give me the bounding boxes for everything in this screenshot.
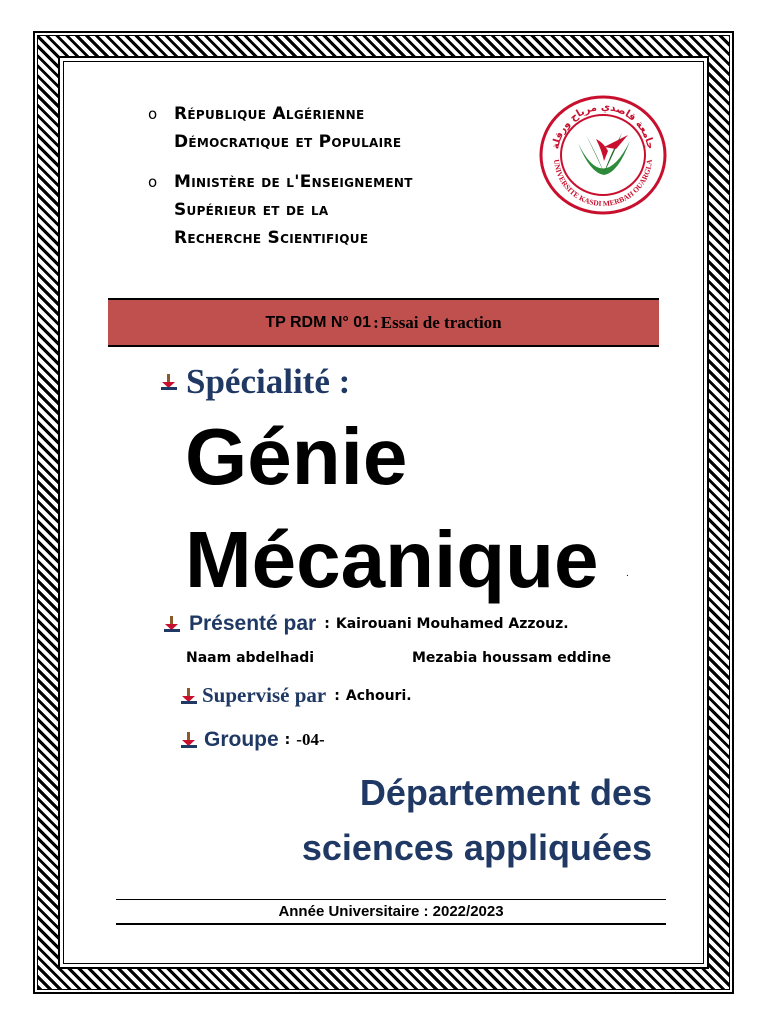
speciality-title-line-1: Génie <box>185 412 408 501</box>
logo-latin-text: UNIVERSITE KASDI MERBAH OUARGLA <box>552 158 654 209</box>
group-value: -04- <box>296 730 325 749</box>
header-item-republic <box>148 100 528 156</box>
tp-number: TP RDM N° 01 <box>265 313 372 331</box>
speciality-heading <box>160 362 350 402</box>
presented-by-row <box>163 612 569 636</box>
bullet-circle-icon: o <box>148 173 158 191</box>
bullet-circle-icon: o <box>148 105 158 123</box>
speciality-label: Spécialité : <box>186 362 351 401</box>
arrow-bullet-icon <box>180 687 198 705</box>
republic-line-2: Démocratique et Populaire <box>174 132 402 152</box>
arrow-bullet-icon <box>160 373 178 391</box>
speciality-title-line-2: Mécanique <box>185 515 599 604</box>
group-label: Groupe <box>204 728 279 751</box>
student-name-3: Mezabia houssam eddine <box>412 650 612 666</box>
supervised-by-label: Supervisé par <box>202 683 327 707</box>
department-line-2: sciences appliquées <box>301 827 652 868</box>
logo-arabic-text: جامعة قاصدي مرباح ورقلة <box>550 101 656 151</box>
supervised-by-row <box>180 683 412 708</box>
ministry-line-3: Recherche Scientifique <box>174 228 369 248</box>
header-item-ministry <box>148 168 528 252</box>
department-name <box>302 765 652 875</box>
presented-by-label: Présenté par <box>189 612 317 635</box>
department-line-1: Département des <box>359 772 652 813</box>
supervisor-name: Achouri. <box>345 687 412 704</box>
tp-title-banner <box>108 298 659 347</box>
tp-subject: Essai de traction <box>380 312 502 332</box>
arrow-bullet-icon <box>163 615 181 633</box>
arrow-bullet-icon <box>180 731 198 749</box>
supervised-by-separator: : <box>334 687 340 704</box>
group-separator: : <box>284 732 291 748</box>
academic-year: Année Universitaire : 2022/2023 <box>278 903 504 920</box>
student-name-2: Naam abdelhadi <box>186 650 315 666</box>
speciality-title-dot: . <box>626 568 629 579</box>
students-row <box>186 650 646 666</box>
republic-line-1: République Algérienne <box>174 104 365 124</box>
group-row <box>180 728 325 752</box>
ministry-line-1: Ministère de l'Enseignement <box>174 172 413 192</box>
header-institution <box>148 100 528 264</box>
presented-by-separator: : <box>324 616 330 632</box>
ministry-line-2: Supérieur et de la <box>174 200 329 220</box>
university-logo <box>538 95 668 215</box>
student-name-1: Kairouani Mouhamed Azzouz. <box>335 616 569 632</box>
academic-year-box <box>116 899 666 925</box>
tp-separator: : <box>373 312 379 332</box>
